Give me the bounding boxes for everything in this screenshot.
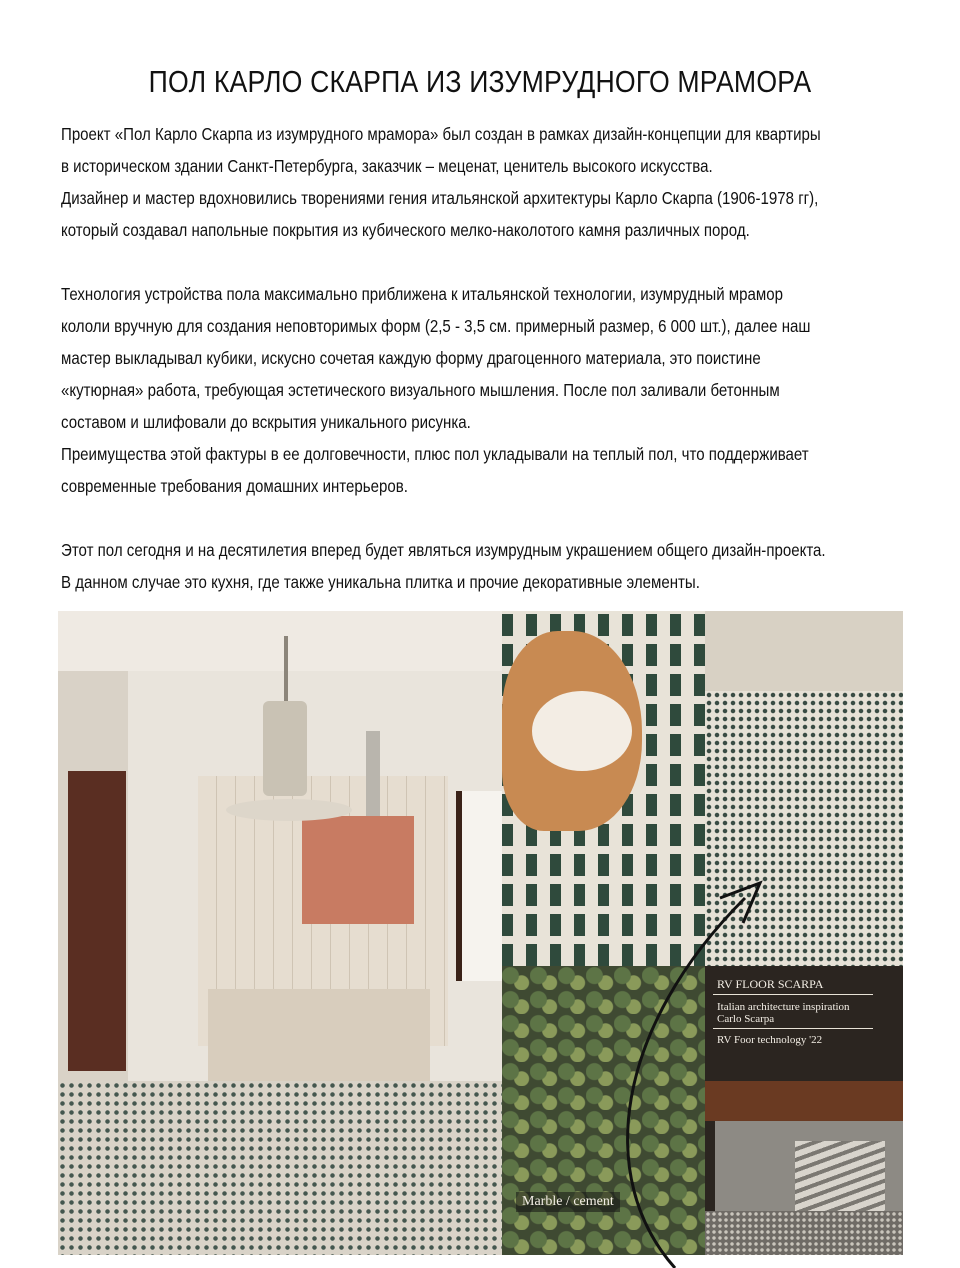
text-line: «кутюрная» работа, требующая эстетического визуального мышления. После пол заливали бетонным bbox=[61, 380, 780, 400]
terracotta-panel bbox=[302, 816, 414, 924]
kitchen-island bbox=[208, 989, 430, 1094]
brand-label: RV FLOOR SCARPA bbox=[717, 977, 824, 991]
text-line: Технология устройства пола максимально приближена к итальянской технологии, изумрудный мрамор bbox=[61, 284, 783, 304]
kitchen-ceiling bbox=[58, 611, 502, 671]
page-title: ПОЛ КАРЛО СКАРПА ИЗ ИЗУМРУДНОГО МРАМОРА bbox=[148, 64, 812, 99]
text-line: современные требования домашних интерьеров. bbox=[61, 476, 408, 496]
curved-arrow-icon bbox=[555, 848, 815, 1268]
pendant-rod bbox=[284, 636, 288, 706]
dog-face bbox=[532, 691, 632, 771]
tiled-wall bbox=[705, 611, 903, 691]
text-line: Дизайнер и мастер вдохновились творениями гения итальянской архитектуры Карло Скарпа (1906-1978 гг), bbox=[61, 188, 819, 208]
inspiration-line-1: Italian architecture inspiration bbox=[717, 1001, 850, 1013]
marble-caption: Marble / cement bbox=[516, 1192, 620, 1212]
technology-label: RV Foor technology '22 bbox=[717, 1034, 823, 1046]
text-line: Этот пол сегодня и на десятилетия вперед будет являться изумрудным украшением общего дизайн-проекта. bbox=[61, 540, 826, 560]
text-line: Проект «Пол Карло Скарпа из изумрудного мрамора» был создан в рамках дизайн-концепции для квартиры bbox=[61, 124, 821, 144]
paragraph-gap bbox=[61, 502, 921, 534]
body-text bbox=[61, 118, 921, 598]
kitchen-render-image bbox=[58, 611, 502, 1255]
paragraph-gap bbox=[61, 246, 921, 278]
text-line: В данном случае это кухня, где также уникальна плитка и прочие декоративные элементы. bbox=[61, 572, 700, 592]
text-line: в историческом здании Санкт-Петербурга, заказчик – меценат, ценитель высокого искусства. bbox=[61, 156, 713, 176]
extractor-pipe bbox=[366, 731, 380, 816]
pendant-lamp bbox=[263, 701, 307, 796]
text-line: мастер выкладывал кубики, искусно сочетая каждую форму драгоценного материала, это поистине bbox=[61, 348, 761, 368]
pendant-disc bbox=[226, 799, 352, 821]
text-line: Преимущества этой фактуры в ее долговечности, плюс пол укладывали на теплый пол, что поддерживает bbox=[61, 444, 809, 464]
walnut-cabinet bbox=[68, 771, 126, 1071]
mosaic-floor bbox=[58, 1081, 502, 1255]
kitchen-window bbox=[456, 791, 502, 981]
text-line: составом и шлифовали до вскрытия уникального рисунка. bbox=[61, 412, 471, 432]
inspiration-line-2: Carlo Scarpa bbox=[717, 1013, 775, 1025]
text-line: который создавал напольные покрытия из кубического мелко-наколотого камня различных пород. bbox=[61, 220, 750, 240]
text-line: кололи вручную для создания неповторимых форм (2,5 - 3,5 см. примерный размер, 6 000 шт.), далее наш bbox=[61, 316, 811, 336]
